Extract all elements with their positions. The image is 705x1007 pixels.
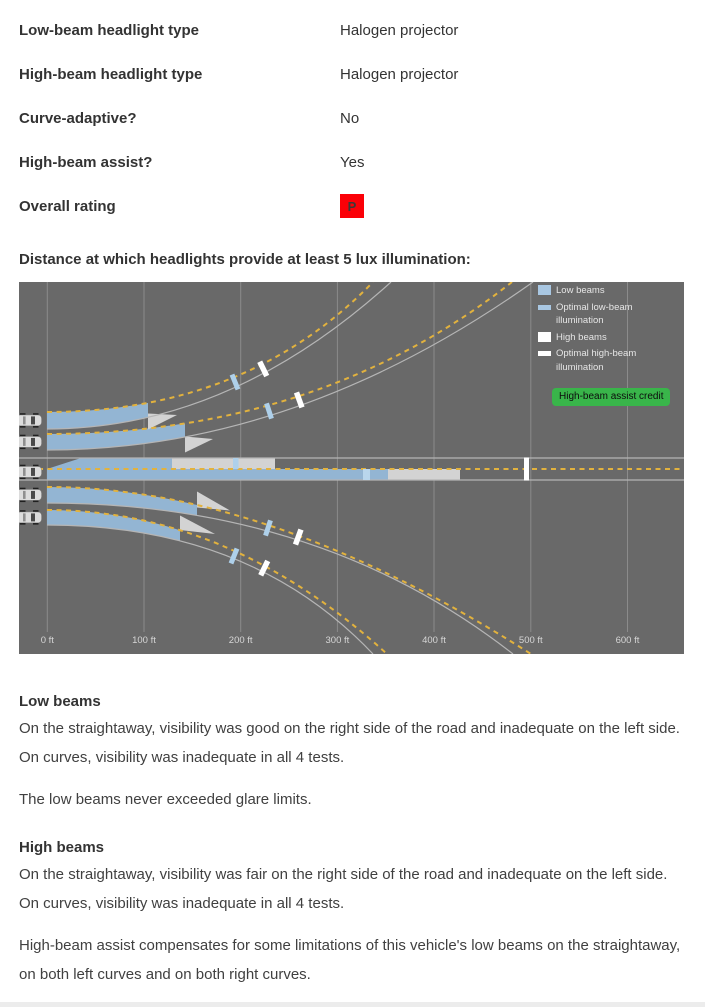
sharp-right-dashed-line — [47, 510, 387, 654]
high-beam-area-straight-left — [172, 458, 275, 469]
legend-row-optimal-low — [538, 301, 680, 328]
axis-tick-100ft: 100 ft — [132, 635, 156, 646]
result-text-sections — [0, 693, 705, 989]
high-beam-area-straight-right — [388, 469, 460, 480]
axis-tick-200ft: 200 ft — [228, 635, 253, 646]
poor-rating-badge: P — [340, 194, 364, 218]
gradual-right-dashed-line — [47, 487, 531, 654]
axis-tick-0ft: 0 ft — [40, 635, 54, 646]
optimal-high-marker-sharp-left — [257, 360, 269, 377]
chart-heading: Distance at which headlights provide at least 5 lux illumination: — [19, 251, 471, 268]
optimal-high-beam-swatch-icon — [538, 351, 551, 356]
sharp-left-dashed-line — [47, 282, 373, 412]
spec-label: Overall rating — [19, 197, 116, 215]
spec-label: Curve-adaptive? — [19, 109, 137, 127]
legend-label: High beams — [556, 331, 607, 343]
spec-row-overall-rating — [19, 184, 705, 228]
axis-tick-300ft: 300 ft — [325, 635, 350, 646]
high-beam-wedge-gradual-left — [185, 437, 213, 453]
chart-legend — [538, 284, 680, 377]
high-beam-wedge-gradual-right — [197, 492, 230, 511]
low-beam-area-gradual-right — [47, 487, 531, 654]
low-beam-area-gradual-left — [47, 282, 533, 450]
spec-row-curve-adaptive — [19, 96, 705, 140]
car-icon-gradual-left — [19, 435, 42, 449]
optimal-low-marker-sharp-right — [229, 548, 240, 565]
axis-tick-500ft: 500 ft — [518, 635, 543, 646]
high-beam-assist-paragraph: High-beam assist compensates for some limitations of this vehicle's low beams on the straightaway, on both left curves and on both right curves. — [19, 937, 681, 983]
optimal-low-marker-straight-right — [363, 469, 370, 480]
legend-label: Low beams — [556, 285, 605, 296]
high-beams-swatch-icon — [538, 332, 551, 342]
low-beam-area-sharp-right — [47, 510, 387, 654]
axis-tick-400ft: 400 ft — [422, 635, 446, 646]
low-beams-section — [19, 693, 687, 814]
legend-label: Optimal low-beam illumination — [556, 301, 633, 326]
car-icon-sharp-left — [19, 413, 42, 427]
sharp-right-edge-line — [47, 525, 373, 654]
spec-row-high-beam-assist — [19, 140, 705, 184]
spec-label: Low-beam headlight type — [19, 21, 200, 39]
next-section-divider — [0, 1002, 705, 1007]
legend-row-low-beams — [538, 284, 680, 298]
spec-value: Halogen projector — [340, 21, 459, 39]
optimal-low-marker-gradual-right — [263, 520, 273, 537]
high-beams-paragraph: On the straightaway, visibility was fair on the right side of the road and inadequate on the left side. On curves, visibility was inadequate in all 4 tests. — [19, 866, 668, 912]
optimal-high-marker-straightaway — [524, 458, 529, 481]
optimal-low-beam-swatch-icon — [538, 305, 551, 310]
low-beams-paragraph: On the straightaway, visibility was good on the right side of the road and inadequate on the left side. On curves, visibility was inadequate in all 4 tests. — [19, 720, 680, 766]
spec-label: High-beam headlight type — [19, 65, 203, 83]
spec-value: No — [340, 109, 360, 127]
car-icon-straightaway — [19, 465, 42, 479]
spec-value: Halogen projector — [340, 65, 459, 83]
headlight-beam-chart — [19, 282, 684, 654]
optimal-low-marker-sharp-left — [230, 374, 241, 391]
spec-row-high-beam-type — [19, 52, 705, 96]
sharp-left-edge-line — [47, 282, 391, 429]
legend-row-high-beams — [538, 331, 680, 345]
spec-table — [0, 0, 705, 228]
spec-value: Yes — [340, 153, 365, 171]
low-beams-heading: Low beams — [19, 693, 101, 710]
high-beam-assist-credit-badge: High-beam assist credit — [552, 388, 670, 406]
legend-label: Optimal high-beam illumination — [556, 348, 637, 373]
car-icon-gradual-right — [19, 488, 42, 502]
spec-label: High-beam assist? — [19, 153, 153, 171]
low-beam-area-straight-right — [47, 469, 388, 480]
car-icons — [19, 413, 42, 524]
spec-row-low-beam-type — [19, 8, 705, 52]
car-icon-sharp-right — [19, 510, 42, 524]
low-beam-area-straight-left — [47, 458, 172, 469]
low-beams-glare-paragraph: The low beams never exceeded glare limits. — [19, 791, 312, 808]
high-beams-section — [19, 839, 687, 989]
low-beam-area-sharp-left — [47, 282, 391, 429]
gradual-left-edge-line — [47, 282, 533, 450]
legend-row-optimal-high — [538, 347, 680, 374]
high-beams-heading: High beams — [19, 839, 105, 856]
low-beams-swatch-icon — [538, 285, 551, 295]
axis-tick-600ft: 600 ft — [615, 635, 640, 646]
optimal-low-marker-straight-left — [233, 458, 239, 469]
